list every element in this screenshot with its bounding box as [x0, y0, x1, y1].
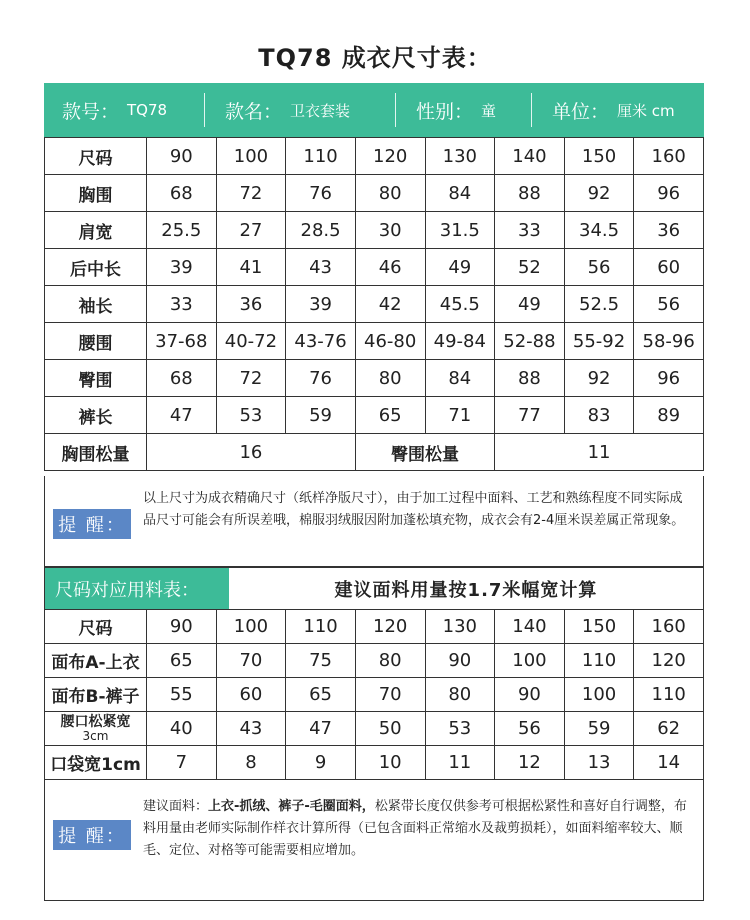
table-cell: 120 [634, 644, 704, 678]
row-sublabel: 3cm [82, 728, 109, 743]
table-cell: 59 [564, 712, 634, 746]
fabric-suggest-text: 松紧带长度仅供参考可根据松紧性和喜好自行调整，布料用量由老师实际制作样衣计算所得（已包含面料正常缩水及裁剪损耗），如面料缩率较大、顺毛、定位、对格等可能需要相应增加。 [143, 799, 687, 858]
style-name-label: 款名： [225, 100, 283, 123]
table-cell: 49 [425, 249, 495, 286]
table-cell: 58-96 [634, 323, 704, 360]
table-cell: 49 [495, 286, 565, 323]
table-cell: 100 [495, 644, 565, 678]
fabric-section-header [44, 567, 704, 609]
table-cell: 28.5 [286, 212, 356, 249]
style-no-cell [44, 83, 204, 137]
table-cell: 96 [634, 175, 704, 212]
table-cell: 49-84 [425, 323, 495, 360]
row-label-text: 腰口松紧宽 [60, 713, 131, 730]
unit-cell [532, 83, 702, 137]
table-cell: 34.5 [564, 212, 634, 249]
table-cell: 76 [286, 360, 356, 397]
row-label-text: 肩宽 [78, 222, 113, 243]
reminder-text: 以上尺寸为成衣精确尺寸（纸样净版尺寸），由于加工过程中面料、工艺和熟练程度不同实际成品尺寸可能会有所误差哦，棉服羽绒服因附加蓬松填充物，成衣会有2-4厘米误差属正常现象。 [143, 491, 685, 528]
table-cell: 120 [355, 138, 425, 175]
table-row [45, 712, 704, 746]
table-cell: 31.5 [425, 212, 495, 249]
table-cell: 160 [634, 138, 704, 175]
fabric-table [44, 609, 704, 780]
row-label [45, 397, 147, 434]
table-cell: 46-80 [355, 323, 425, 360]
table-row [45, 138, 704, 175]
gender-label: 性别： [416, 100, 474, 123]
table-cell: 27 [216, 212, 286, 249]
table-cell: 84 [425, 175, 495, 212]
fabric-suggest-bold: 上衣-抓绒、裤子-毛圈面料， [208, 799, 375, 814]
table-cell: 55-92 [564, 323, 634, 360]
row-label [45, 175, 147, 212]
row-label [45, 644, 147, 678]
row-label-text: 口袋宽1cm [50, 755, 141, 775]
row-label-text: 面布B-裤子 [51, 687, 140, 707]
row-label-text: 后中长 [70, 259, 121, 280]
table-cell: 80 [355, 644, 425, 678]
reminder-box-1 [44, 476, 704, 567]
table-cell: 80 [355, 175, 425, 212]
row-label [45, 286, 147, 323]
table-cell: 56 [634, 286, 704, 323]
table-cell: 43 [216, 712, 286, 746]
table-cell: 8 [216, 746, 286, 780]
table-cell: 75 [286, 644, 356, 678]
table-cell: 90 [425, 644, 495, 678]
table-cell: 36 [216, 286, 286, 323]
row-label-text: 袖长 [78, 296, 113, 317]
unit-value: 厘米 cm [617, 101, 675, 120]
table-cell: 90 [495, 678, 565, 712]
table-cell: 100 [564, 678, 634, 712]
table-cell: 72 [216, 175, 286, 212]
table-cell: 42 [355, 286, 425, 323]
table-cell: 30 [355, 212, 425, 249]
reminder-badge: 提 醒： [53, 820, 131, 850]
table-cell: 33 [147, 286, 217, 323]
table-cell: 40-72 [216, 323, 286, 360]
gender-value: 童 [481, 101, 497, 120]
table-cell: 47 [147, 397, 217, 434]
table-row [45, 397, 704, 434]
table-cell: 52-88 [495, 323, 565, 360]
reminder-box-2 [44, 780, 704, 901]
table-cell: 90 [147, 610, 217, 644]
page-title: TQ78 成衣尺寸表： [258, 44, 492, 72]
table-cell: 7 [147, 746, 217, 780]
fabric-section-title: 尺码对应用料表： [45, 568, 229, 609]
table-cell: 77 [495, 397, 565, 434]
row-label-text: 尺码 [78, 619, 113, 639]
row-label-text: 胸围 [78, 185, 113, 206]
row-label [45, 138, 147, 175]
table-cell: 80 [355, 360, 425, 397]
unit-label: 单位： [552, 100, 610, 123]
row-label [45, 249, 147, 286]
table-cell: 56 [495, 712, 565, 746]
style-no-value: TQ78 [127, 101, 168, 119]
table-cell: 110 [564, 644, 634, 678]
row-label [45, 610, 147, 644]
table-cell: 52 [495, 249, 565, 286]
ease-row [45, 434, 704, 471]
row-label [45, 212, 147, 249]
table-cell: 92 [564, 360, 634, 397]
table-cell: 100 [216, 138, 286, 175]
style-no-label: 款号： [62, 100, 120, 123]
table-cell: 72 [216, 360, 286, 397]
row-label [45, 746, 147, 780]
table-cell: 46 [355, 249, 425, 286]
row-label-text: 尺码 [78, 148, 113, 169]
fabric-table-wrapper [44, 609, 704, 780]
row-label [45, 360, 147, 397]
table-cell: 53 [425, 712, 495, 746]
table-row [45, 212, 704, 249]
chest-ease-label: 胸围松量 [45, 434, 147, 471]
table-cell: 160 [634, 610, 704, 644]
table-cell: 130 [425, 138, 495, 175]
table-cell: 89 [634, 397, 704, 434]
table-cell: 110 [286, 138, 356, 175]
table-cell: 60 [634, 249, 704, 286]
table-cell: 120 [355, 610, 425, 644]
table-cell: 83 [564, 397, 634, 434]
table-cell: 68 [147, 175, 217, 212]
table-cell: 60 [216, 678, 286, 712]
table-cell: 39 [147, 249, 217, 286]
table-cell: 36 [634, 212, 704, 249]
table-cell: 62 [634, 712, 704, 746]
table-cell: 11 [425, 746, 495, 780]
table-row [45, 323, 704, 360]
table-cell: 55 [147, 678, 217, 712]
table-row [45, 249, 704, 286]
row-label [45, 678, 147, 712]
table-cell: 9 [286, 746, 356, 780]
table-cell: 68 [147, 360, 217, 397]
table-row [45, 610, 704, 644]
table-cell: 53 [216, 397, 286, 434]
table-row [45, 286, 704, 323]
table-cell: 56 [564, 249, 634, 286]
row-label-text: 裤长 [78, 407, 113, 428]
table-row [45, 644, 704, 678]
info-bar [44, 83, 704, 137]
hip-ease-value: 11 [495, 434, 704, 471]
table-cell: 65 [355, 397, 425, 434]
table-cell: 70 [216, 644, 286, 678]
table-row [45, 360, 704, 397]
table-cell: 110 [634, 678, 704, 712]
table-cell: 150 [564, 610, 634, 644]
row-label [45, 323, 147, 360]
row-label-text: 腰围 [78, 333, 113, 354]
table-cell: 59 [286, 397, 356, 434]
table-cell: 140 [495, 610, 565, 644]
table-row [45, 175, 704, 212]
table-cell: 88 [495, 175, 565, 212]
table-cell: 37-68 [147, 323, 217, 360]
table-cell: 52.5 [564, 286, 634, 323]
table-cell: 45.5 [425, 286, 495, 323]
table-cell: 130 [425, 610, 495, 644]
table-row [45, 746, 704, 780]
table-cell: 150 [564, 138, 634, 175]
table-cell: 47 [286, 712, 356, 746]
table-cell: 110 [286, 610, 356, 644]
table-cell: 14 [634, 746, 704, 780]
gender-cell [396, 83, 531, 137]
table-cell: 70 [355, 678, 425, 712]
table-cell: 41 [216, 249, 286, 286]
style-name-value: 卫衣套装 [290, 101, 351, 120]
table-cell: 76 [286, 175, 356, 212]
table-cell: 80 [425, 678, 495, 712]
size-table [44, 137, 704, 471]
table-cell: 100 [216, 610, 286, 644]
table-cell: 140 [495, 138, 565, 175]
table-cell: 40 [147, 712, 217, 746]
row-label-text: 臀围 [78, 370, 113, 391]
hip-ease-label: 臀围松量 [355, 434, 494, 471]
row-label [45, 712, 147, 746]
reminder-text [143, 796, 693, 862]
table-cell: 84 [425, 360, 495, 397]
table-cell: 33 [495, 212, 565, 249]
table-cell: 92 [564, 175, 634, 212]
fabric-suggest-prefix: 建议面料： [143, 799, 209, 814]
table-cell: 90 [147, 138, 217, 175]
fabric-recommendation: 建议面料用量按1.7米幅宽计算 [334, 579, 598, 601]
table-cell: 65 [147, 644, 217, 678]
table-cell: 39 [286, 286, 356, 323]
table-cell: 43 [286, 249, 356, 286]
table-cell: 96 [634, 360, 704, 397]
table-cell: 25.5 [147, 212, 217, 249]
table-cell: 88 [495, 360, 565, 397]
table-row [45, 678, 704, 712]
table-cell: 65 [286, 678, 356, 712]
row-label-text: 面布A-上衣 [51, 653, 140, 673]
table-cell: 50 [355, 712, 425, 746]
style-name-cell [205, 83, 395, 137]
table-cell: 12 [495, 746, 565, 780]
reminder-badge: 提 醒： [53, 509, 131, 539]
size-table-wrapper [44, 137, 704, 471]
table-cell: 10 [355, 746, 425, 780]
table-cell: 43-76 [286, 323, 356, 360]
table-cell: 71 [425, 397, 495, 434]
table-cell: 13 [564, 746, 634, 780]
chest-ease-value: 16 [147, 434, 356, 471]
